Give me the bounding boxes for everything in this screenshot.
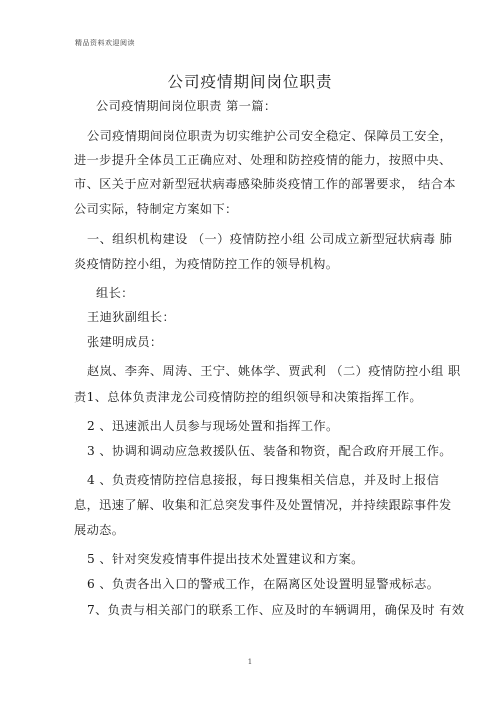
paragraph-line: 展动态。 [74, 523, 125, 537]
paragraph-line: 炎疫情防控小组，为疫情防控工作的领导机构。 [74, 257, 339, 271]
paragraph-line: 公司疫情期间岗位职责 第一篇： [96, 99, 277, 113]
page-number: 1 [247, 658, 253, 666]
paragraph-line: 息，迅速了解、收集和汇总突发事件及处置情况，并持续跟踪事件发 [74, 498, 452, 512]
paragraph-line: 组长： [96, 286, 134, 300]
paragraph-line: 张建明成员： [87, 335, 163, 349]
paragraph-line: 公司实际，特制定方案如下： [74, 202, 238, 216]
document-title: 公司疫情期间岗位职责 [167, 73, 333, 91]
paragraph-line: 3 、协调和调动应急救援队伍、装备和物资，配合政府开展工作。 [87, 444, 452, 458]
paragraph-line: 进一步提升全体员工正确应对、处理和防控疫情的能力，按照中央、 [74, 153, 452, 167]
paragraph-line: 市、区关于应对新型冠状病毒感染肺炎疫情工作的部署要求， 结合本 [74, 177, 456, 191]
paragraph-line: 5 、针对突发疫情事件提出技术处置建议和方案。 [87, 552, 364, 566]
paragraph-line: 7、负责与相关部门的联系工作、应及时的车辆调用，确保及时 有效 [87, 603, 465, 617]
paragraph-line: 6 、负责各出入口的警戒工作，在隔离区处设置明显警戒标志。 [87, 577, 440, 591]
paragraph-line: 王迪狄副组长： [87, 310, 176, 324]
paragraph-line: 责1、总体负责津龙公司疫情防控的组织领导和决策指挥工作。 [74, 390, 423, 404]
paragraph-line: 2 、迅速派出人员参与现场处置和指挥工作。 [87, 419, 339, 433]
paragraph-line: 一、组织机构建设 （一）疫情防控小组 公司成立新型冠状病毒 肺 [87, 232, 453, 246]
paragraph-line: 4 、负责疫情防控信息接报，每日搜集相关信息，并及时上报信 [87, 473, 440, 487]
header-note: 精品资料欢迎阅读 [75, 39, 135, 47]
paragraph-line: 赵岚、李奔、周涛、王宁、姚体学、贾武利 （二）疫情防控小组 职 [87, 364, 461, 378]
paragraph-line: 公司疫情期间岗位职责为切实维护公司安全稳定、保障员工安全， [87, 129, 453, 143]
